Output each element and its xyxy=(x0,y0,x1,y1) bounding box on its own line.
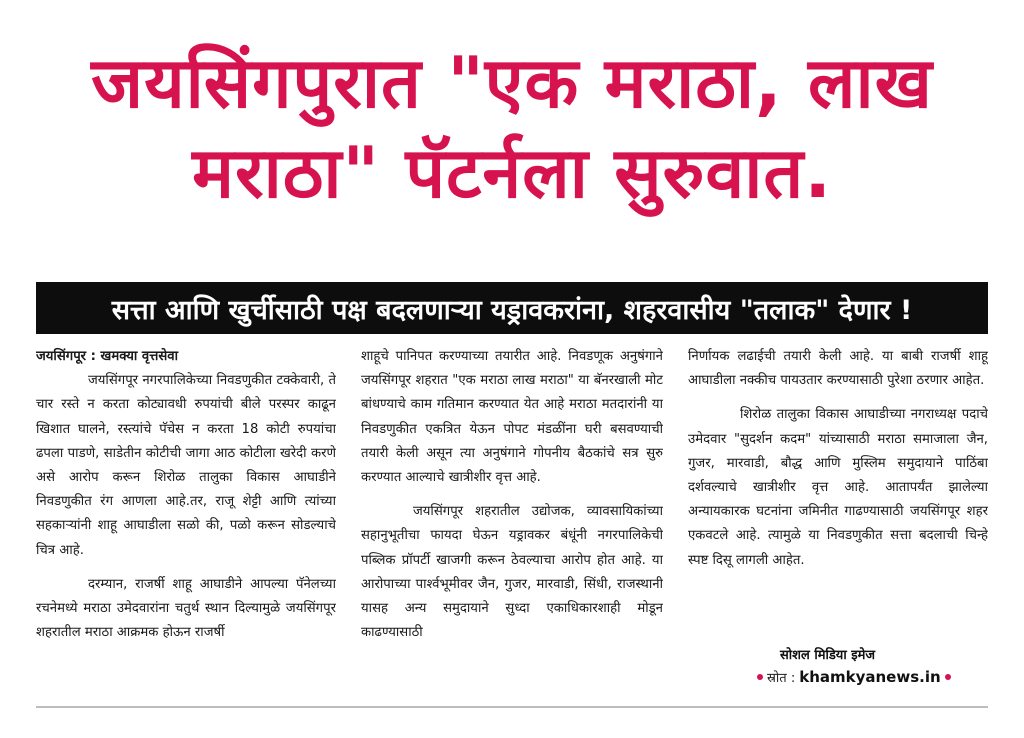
article-column-2 xyxy=(361,345,663,690)
headline-line-2: मराठा" पॅटर्नला सुरुवात. xyxy=(192,132,832,214)
subheadline-bar xyxy=(36,282,988,334)
article-column-1 xyxy=(36,345,336,690)
source-line xyxy=(757,668,951,686)
article-body xyxy=(36,345,988,690)
article-column-3 xyxy=(688,345,988,690)
dateline: जयसिंगपूर : खमक्या वृत्तसेवा xyxy=(36,349,179,364)
bottom-divider xyxy=(36,706,988,708)
article-paragraph: शाहूचे पानिपत करण्याच्या तयारीत आहे. निवडणूक अनुषंगाने जयसिंगपूर शहरात "एक मराठा लाख मराठा" या बॅनरखाली मोट बांधण्याचे काम गतिमान करण्यात येत आहे मराठा मतदारांनी या निवडणुकीत एकत्रित येऊन पोपट मंडळींना घरी बसवण्याची तयारी केली असून त्या अनुषंगाने गोपनीय बैठकांचे सत्र सुरु करण्यात आल्याचे खात्रीशीर वृत्त आहे. xyxy=(361,349,663,486)
subheadline-text: सत्ता आणि खुर्चीसाठी पक्ष बदलणाऱ्या यड्रावकरांना, शहरवासीय "तलाक" देणार ! xyxy=(111,294,913,326)
headline-line-1: जयसिंगपुरात "एक मराठा, लाख xyxy=(91,42,933,124)
bullet-dot-icon xyxy=(757,674,763,680)
source-label: स्रोत : xyxy=(767,671,796,686)
bullet-dot-icon xyxy=(945,674,951,680)
headline xyxy=(0,38,1024,218)
image-credit: सोशल मिडिया इमेज xyxy=(780,648,876,663)
article-paragraph: निर्णायक लढाईची तयारी केली आहे. या बाबी राजर्षी शाहू आघाडीला नक्कीच पायउतार करण्यासाठी पुरेशा ठरणार आहेत. xyxy=(688,349,988,389)
source-site: khamkyanews.in xyxy=(799,668,941,686)
article-paragraph: दरम्यान, राजर्षी शाहू आघाडीने आपल्या पॅनेलच्या रचनेमध्ये मराठा उमेदवारांना चतुर्थ स्थान दिल्यामुळे जयसिंगपूर शहरातील मराठा आक्रमक होऊन राजर्षी xyxy=(36,576,336,641)
article-paragraph: जयसिंगपूर नगरपालिकेच्या निवडणुकीत टक्केवारी, ते चार रस्ते न करता कोट्यावधी रुपयांची बीले परस्पर काढून खिशात घालने, रस्त्यांचे पॅचेस न करता 18 कोटी रुपयांचा ढपला पाडणे, साडेतीन कोटीची जागा आठ कोटीला खरेदी करणे असे आरोप करून शिरोळ तालुका विकास आघाडीने निवडणुकीत रंग आणला आहे.तर, राजू शेट्टी आणि त्यांच्या सहकाऱ्यांनी शाहू आघाडीला सळो की, पळो करून सोडल्याचे चित्र आहे. xyxy=(36,373,336,558)
article-paragraph: जयसिंगपूर शहरातील उद्योजक, व्यावसायिकांच्या सहानुभूतीचा फायदा घेऊन यड्रावकर बंधूंनी नगरपालिकेची पब्लिक प्रॉपर्टी खाजगी करून ठेवल्याचा आरोप होत आहे. या आरोपाच्या पार्श्वभूमीवर जैन, गुजर, मारवाडी, सिंधी, राजस्थानी यासह अन्य समुदायाने सुध्दा एकाधिकारशाही मोडून काढण्यासाठी xyxy=(361,504,663,641)
article-paragraph: शिरोळ तालुका विकास आघाडीच्या नगराध्यक्ष पदाचे उमेदवार "सुदर्शन कदम" यांच्यासाठी मराठा समाजाला जैन, गुजर, मारवाडी, बौद्ध आणि मुस्लिम समुदायाने पाठिंबा दर्शवल्याचे खात्रीशीर वृत्त आहे. आतापर्यंत झालेल्या अन्यायकारक घटनांना जमिनीत गाढण्यासाठी जयसिंगपूर शहर एकवटले आहे. त्यामुळे या निवडणुकीत सत्ता बदलाची चिन्हे स्पष्ट दिसू लागली आहेत. xyxy=(688,407,988,568)
